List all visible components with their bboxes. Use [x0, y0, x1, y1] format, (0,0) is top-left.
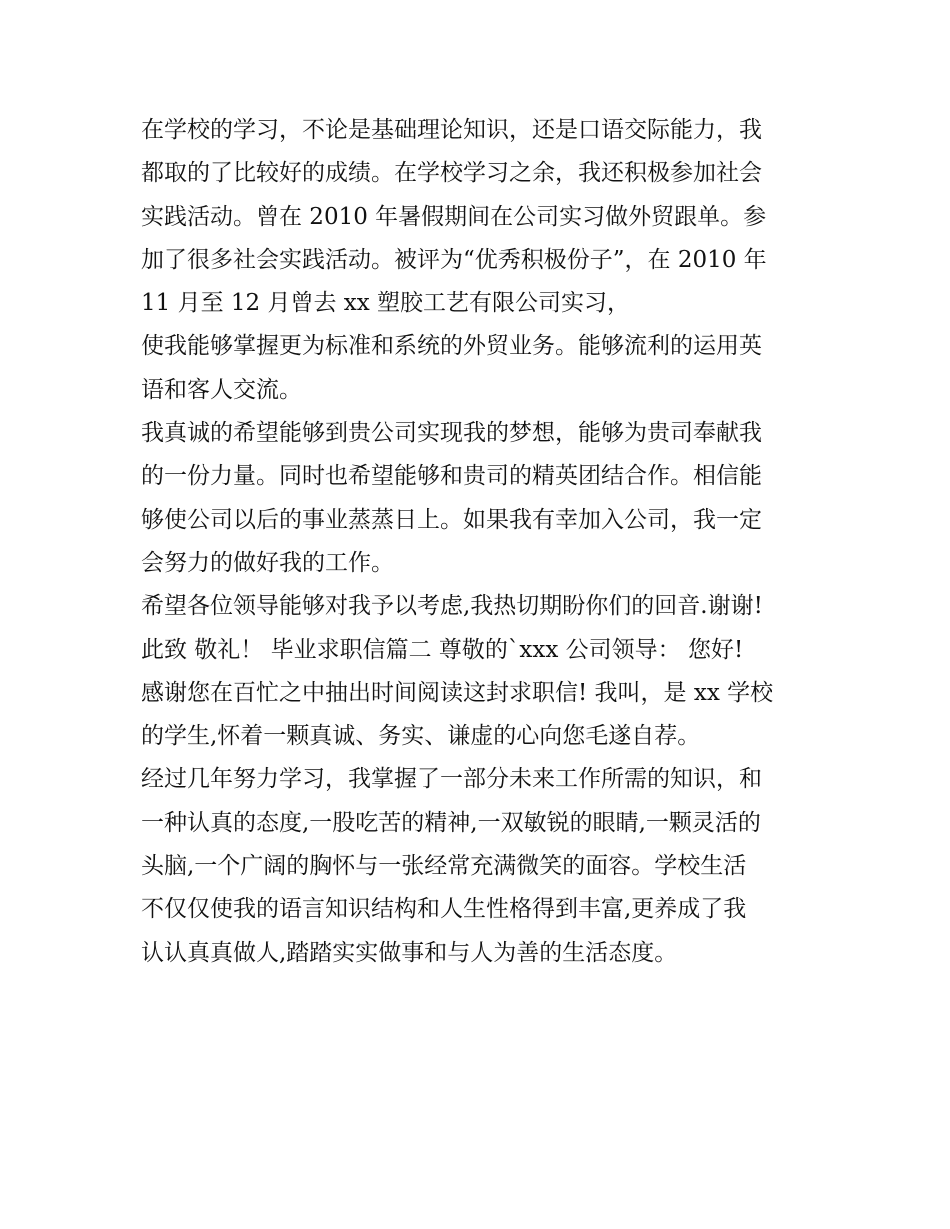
text-line: 语和客人交流。: [141, 376, 302, 403]
text-line: 此致 敬礼！ 毕业求职信篇二 尊敬的`xxx 公司领导： 您好!: [141, 636, 744, 663]
text-line: 加了很多社会实践活动。被评为“优秀积极份子”，在 2010 年: [141, 246, 767, 273]
text-line: 我真诚的希望能够到贵公司实现我的梦想，能够为贵司奉献我: [141, 420, 762, 447]
text-line: 一种认真的态度,一股吃苦的精神,一双敏锐的眼睛,一颗灵活的: [141, 809, 761, 836]
text-line: 经过几年努力学习，我掌握了一部分未来工作所需的知识，和: [141, 766, 762, 793]
text-line: 会努力的做好我的工作。: [141, 549, 394, 576]
text-line: 的学生,怀着一颗真诚、务实、谦虚的心向您毛遂自荐。: [141, 723, 701, 750]
text-line: 实践活动。曾在 2010 年暑假期间在公司实习做外贸跟单。参: [141, 203, 767, 230]
text-line: 希望各位领导能够对我予以考虑,我热切期盼你们的回音.谢谢!: [141, 593, 763, 620]
text-line: 11 月至 12 月曾去 xx 塑胶工艺有限公司实习，: [141, 290, 631, 317]
text-line: 使我能够掌握更为标准和系统的外贸业务。能够流利的运用英: [141, 333, 762, 360]
text-line: 在学校的学习，不论是基础理论知识，还是口语交际能力，我: [141, 117, 762, 143]
text-line: 认认真真做人,踏踏实实做事和与人为善的生活态度。: [141, 939, 678, 966]
text-line: 头脑,一个广阔的胸怀与一张经常充满微笑的面容。学校生活: [141, 853, 747, 880]
text-line: 不仅仅使我的语言知识结构和人生性格得到丰富,更养成了我: [141, 896, 747, 923]
text-line: 都取的了比较好的成绩。在学校学习之余，我还积极参加社会: [141, 160, 762, 187]
text-line: 够使公司以后的事业蒸蒸日上。如果我有幸加入公司，我一定: [141, 506, 762, 533]
text-line: 感谢您在百忙之中抽出时间阅读这封求职信! 我叫，是 xx 学校: [141, 679, 774, 706]
letter-body: [141, 109, 821, 975]
text-line: 的一份力量。同时也希望能够和贵司的精英团结合作。相信能: [141, 463, 762, 490]
